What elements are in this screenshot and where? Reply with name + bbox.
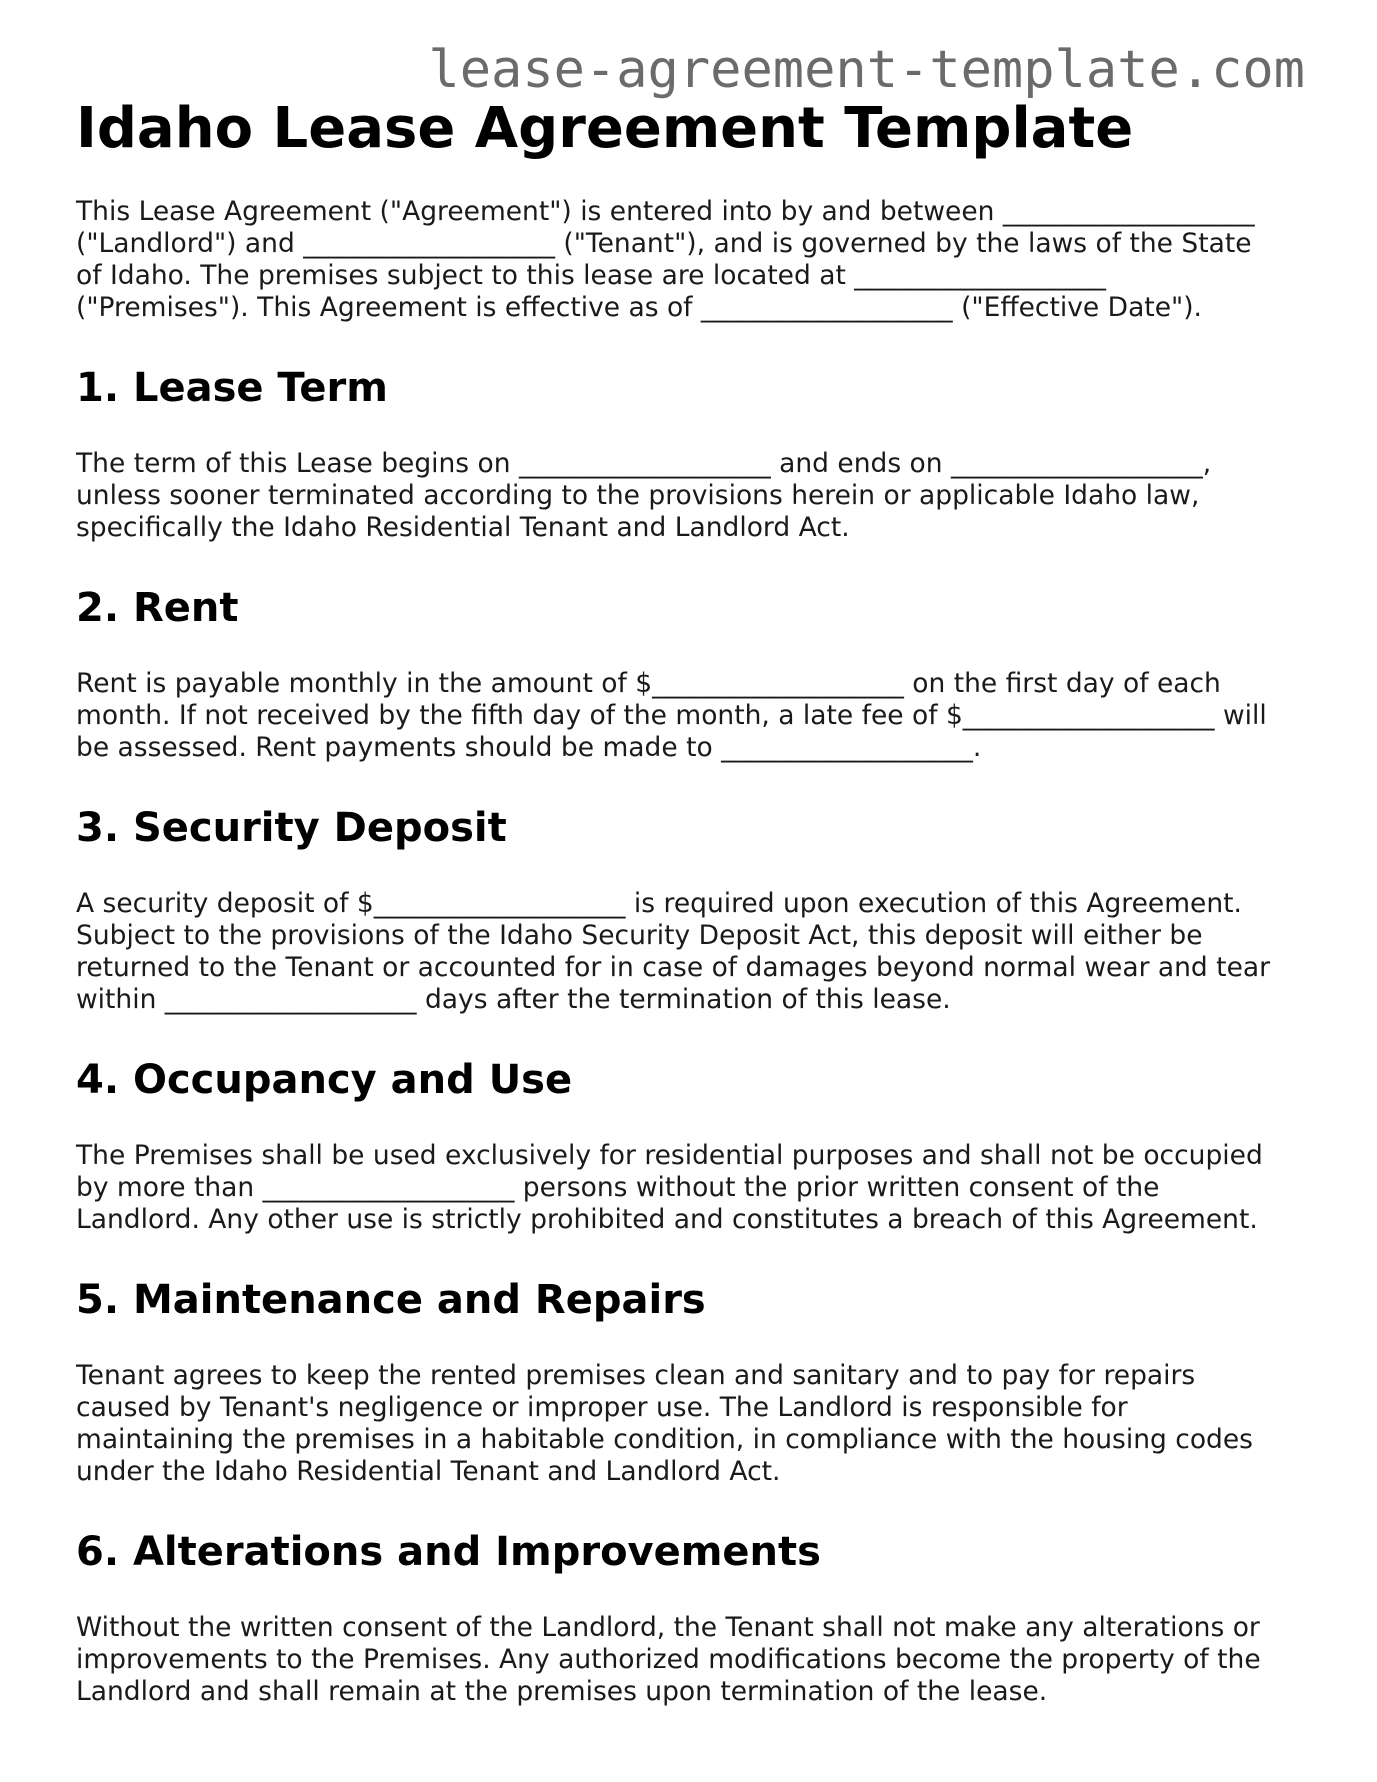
paragraph-line: unless sooner terminated according to the provisions herein or applicable Idaho law,	[76, 480, 1200, 511]
section-paragraph-rent	[76, 668, 1326, 764]
paragraph-line: maintaining the premises in a habitable condition, in compliance with the housing codes	[76, 1424, 1253, 1455]
paragraph-line: The Premises shall be used exclusively for residential purposes and shall not be occupied	[76, 1140, 1263, 1171]
watermark-text: lease-agreement-template.com	[428, 40, 1305, 100]
section-heading-rent: 2. Rent	[76, 585, 239, 631]
intro-line: of Idaho. The premises subject to this lease are located at ___________________	[76, 260, 1107, 291]
paragraph-line: be assessed. Rent payments should be made to ___________________.	[76, 732, 982, 763]
paragraph-line: under the Idaho Residential Tenant and Landlord Act.	[76, 1456, 781, 1487]
intro-line: This Lease Agreement ("Agreement") is entered into by and between ___________________	[76, 196, 1255, 227]
paragraph-line: within ___________________ days after the termination of this lease.	[76, 984, 951, 1015]
paragraph-line: by more than ___________________ persons without the prior written consent of the	[76, 1172, 1160, 1203]
section-heading-lease-term: 1. Lease Term	[76, 365, 388, 411]
document-body	[76, 196, 1326, 1708]
paragraph-line: month. If not received by the fifth day of the month, a late fee of $___________________ will	[76, 700, 1267, 731]
section-paragraph-maintenance	[76, 1360, 1326, 1488]
paragraph-line: improvements to the Premises. Any authorized modifications become the property of the	[76, 1644, 1261, 1675]
paragraph-line: Landlord and shall remain at the premises upon termination of the lease.	[76, 1676, 1048, 1707]
intro-line: ("Landlord") and ___________________ ("Tenant"), and is governed by the laws of the State	[76, 228, 1252, 259]
paragraph-line: returned to the Tenant or accounted for in case of damages beyond normal wear and tear	[76, 952, 1271, 983]
section-paragraph-security-deposit	[76, 888, 1326, 1016]
paragraph-line: caused by Tenant's negligence or improper use. The Landlord is responsible for	[76, 1392, 1128, 1423]
intro-line: ("Premises"). This Agreement is effective as of ___________________ ("Effective Date").	[76, 292, 1202, 323]
paragraph-line: Landlord. Any other use is strictly prohibited and constitutes a breach of this Agreement.	[76, 1204, 1258, 1235]
section-paragraph-lease-term	[76, 448, 1326, 544]
paragraph-line: The term of this Lease begins on ___________________ and ends on ___________________,	[76, 448, 1212, 479]
page-title: Idaho Lease Agreement Template	[76, 96, 1134, 161]
paragraph-line: Without the written consent of the Landlord, the Tenant shall not make any alterations or	[76, 1612, 1260, 1643]
section-paragraph-alterations	[76, 1612, 1326, 1708]
paragraph-line: A security deposit of $___________________ is required upon execution of this Agreement.	[76, 888, 1242, 919]
section-heading-security-deposit: 3. Security Deposit	[76, 805, 507, 851]
paragraph-line: Rent is payable monthly in the amount of $___________________ on the first day of each	[76, 668, 1221, 699]
paragraph-line: Subject to the provisions of the Idaho Security Deposit Act, this deposit will either be	[76, 920, 1203, 951]
paragraph-line: specifically the Idaho Residential Tenant and Landlord Act.	[76, 512, 850, 543]
section-heading-maintenance: 5. Maintenance and Repairs	[76, 1277, 706, 1323]
section-heading-occupancy: 4. Occupancy and Use	[76, 1057, 573, 1103]
section-heading-alterations: 6. Alterations and Improvements	[76, 1529, 821, 1575]
paragraph-line: Tenant agrees to keep the rented premises clean and sanitary and to pay for repairs	[76, 1360, 1196, 1391]
section-paragraph-occupancy	[76, 1140, 1326, 1236]
intro-paragraph	[76, 196, 1326, 324]
